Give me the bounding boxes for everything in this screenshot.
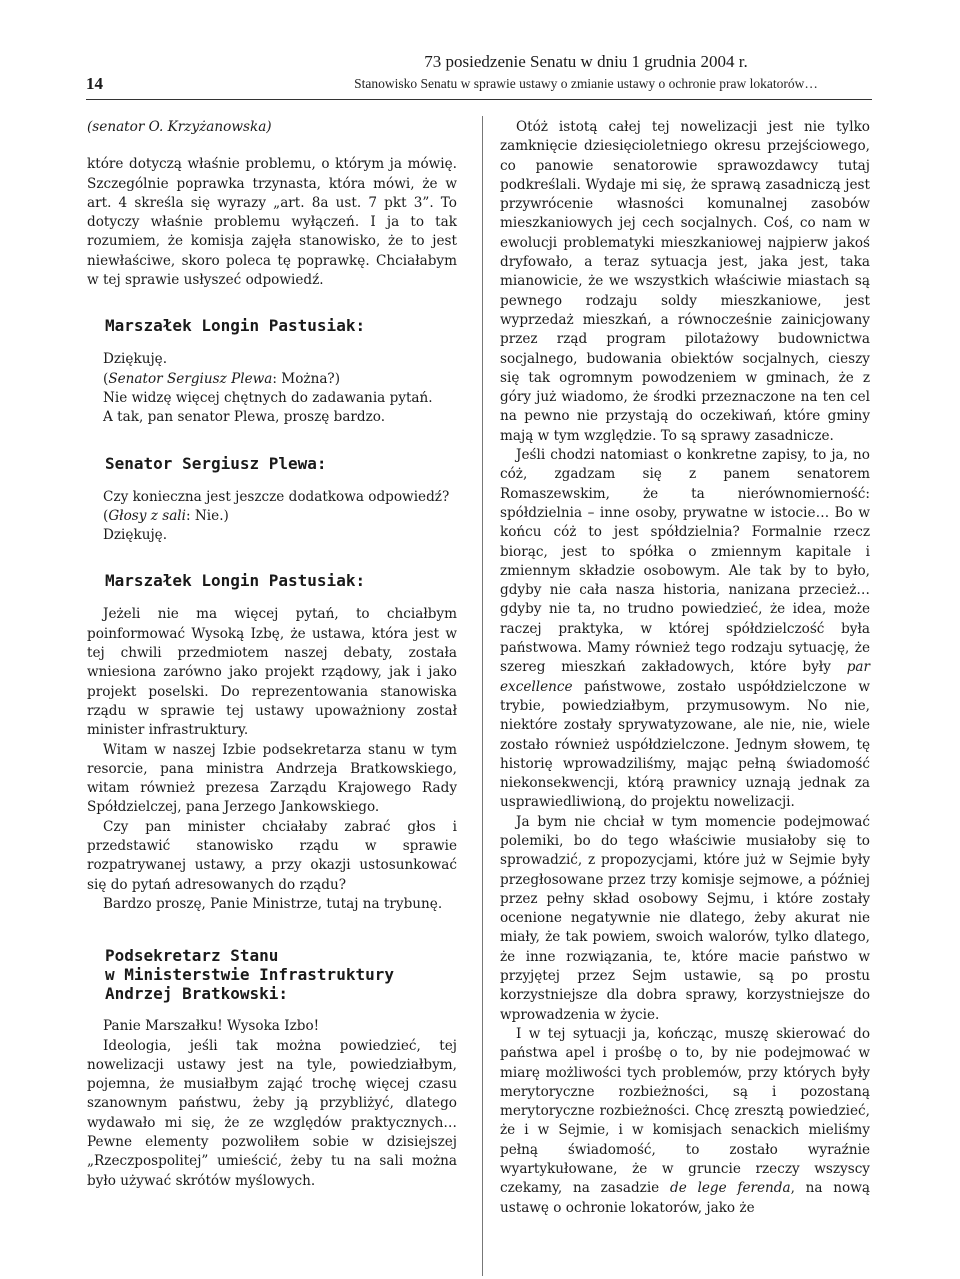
speaker-heading-minister: Podsekretarz Stanu w Ministerstwie Infrastruktury Andrzej Bratkowski: bbox=[105, 946, 394, 1004]
paragraph: Dziękuję. bbox=[103, 351, 168, 368]
speaker-heading: Marszałek Longin Pastusiak: bbox=[105, 571, 366, 591]
page-number: 14 bbox=[86, 74, 103, 93]
paragraph: Otóż istotą całej tej nowelizacji jest nie tylko zamknięcie dziesięcioletniego okresu przejściowego, co panowie senatorowie sprawozdawcy tutaj podkreślali. Wydaje mi się, że sprawą zasadniczą jest przywrócenie własności komunalnej zasobów mieszkaniowych jej cech socjalnych. Coś, co nam w ewolucji problematyki mieszkaniowej najpierw jakoś dryfowało, a teraz sytuacja jest, jaka jest, taka mianowicie, że we wszystkich właściwie miastach są pewnego rodzaju soldy mieszkaniowe, jest wyprzedaż mieszkań, a równocześnie zainicjowany przez rząd program pilotażowy budownictwa socjalnego, budowania obiektów socjalnych, cieszy się tak ogromnym powodzeniem w gminach, że z góry już wiadomo, że środki przeznaczone na ten cel na pewno nie przystają do oczekiwań, które gminy mają w tym względzie. To są sprawy zasadnicze. bbox=[500, 119, 870, 444]
paragraph: Dziękuję. bbox=[103, 527, 168, 544]
running-header-title: 73 posiedzenie Senatu w dniu 1 grudnia 2004 r. bbox=[424, 52, 748, 71]
header-rule bbox=[86, 99, 872, 100]
speaker-heading: Senator Sergiusz Plewa: bbox=[105, 453, 327, 473]
paragraph: które dotyczą właśnie problemu, o którym ja mówię. Szczególnie poprawka trzynasta, która mówi, że w art. 4 skreśla się wyrazy „art. 8a ust. 7 pkt 3”. To dotyczy właśnie problemu wyłączeń. I ja to tak rozumiem, że komisja zajęła stanowisko, że to jest niewłaściwe, skoro poleca tę poprawkę. Chciałabym w tej sprawie usłyszeć odpowiedź. bbox=[87, 156, 457, 289]
stage-direction: (Senator Sergiusz Plewa: Można?) bbox=[103, 370, 341, 387]
paragraph: Witam w naszej Izbie podsekretarza stanu w tym resorcie, pana ministra Andrzeja Bratkowskiego, witam również prezesa Zarządu Krajowego Rady Spółdzielczej, pana Jerzego Jankowskiego. bbox=[87, 741, 457, 816]
left-column bbox=[87, 118, 457, 1191]
paragraph: Ideologia, jeśli tak można powiedzieć, tej nowelizacji ustawy jest na tyle, powiedziałbym, pojemna, że musiałbym zająć trochę więcej czasu szanownym państwu, żeby ją przybliżyć, dlatego wydawało mi się, że ze względów praktycznych… Pewne elementy pozwoliłem sobie w dzisiejszej „Rzeczpospolitej” umieścić, żeby tu na sali można było używać skrótów myślowych. bbox=[87, 1037, 457, 1189]
stage-direction-senator: (senator O. Krzyżanowska) bbox=[87, 119, 272, 135]
paragraph: Nie widzę więcej chętnych do zadawania pytań. bbox=[103, 389, 433, 406]
paragraph: Panie Marszałku! Wysoka Izbo! bbox=[103, 1018, 320, 1035]
paragraph: A tak, pan senator Plewa, proszę bardzo. bbox=[103, 409, 386, 426]
running-header-subtitle: Stanowisko Senatu w sprawie ustawy o zmianie ustawy o ochronie praw lokatorów… bbox=[354, 76, 818, 91]
paragraph: Czy pan minister chciałaby zabrać głos i przedstawić stanowisko rządu w sprawie rozpatrywanej ustawy, a przy okazji ustosunkować się do pytań adresowanych do rządu? bbox=[87, 818, 457, 893]
paragraph: Czy konieczna jest jeszcze dodatkowa odpowiedź? bbox=[103, 488, 450, 505]
paragraph: I w tej sytuacji ja, kończąc, muszę skierować do państwa apel i prośbę o to, by nie podejmować w miarę możliwości tych problemów, przy których były merytoryczne rozbieżności, są i pozostaną merytoryczne rozbieżności. Chcę zresztą powiedzieć, że i w Sejmie, i w komisjach senackich mieliśmy pełną świadomość, to zostało wyraźnie wyartykułowane, że w gruncie rzeczy wszyscy czekamy, na zasadzie de lege ferenda, na nową ustawę o ochronie lokatorów, jako że bbox=[500, 1025, 870, 1216]
paragraph: Ja bym nie chciał w tym momencie podejmować polemiki, bo do tego właściwie musiałoby się to sprowadzić, z propozycjami, które już w Sejmie były przegłosowane przez trzy komisje sejmowe, a później przez pełny skład osobowy Sejmu, i które zostały ocenione negatywnie nie dlatego, żeby akurat nie miały, że tak powiem, swoich walorów, tylko dlatego, że inne rozwiązania, te, które macie państwo w przyjętej przez Sejm ustawie, są po prostu korzystniejsze dla dobra sprawy, korzystniejsze do wprowadzenia w życie. bbox=[500, 813, 870, 1023]
stage-direction: (Głosy z sali: Nie.) bbox=[103, 507, 229, 524]
paragraph: Jeśli chodzi natomiast o konkretne zapisy, to ja, no cóż, zgadzam się z panem senatorem Romaszewskim, że ta nierównomierność: spółdzielnia – inne osoby, prywatne w istocie… Bo w końcu cóż to jest spółdzielnia? Formalnie rzecz biorąc, jest to spółka o zmiennym kapitale i zmiennym składzie osobowym. Ale tak by to było, gdyby nie cała nasza historia, nanizana przecież… gdyby nie ta, no trudno powiedzieć, że idea, może raczej praktyka, w której spółdzielczość była państwowa. Mamy również tego rodzaju sytuację, że szereg mieszkań zakładowych, które były par excellence państwowe, zostało uspółdzielczone w trybie, powiedziałbym, przymusowym. No nie, niektóre zostały sprywatyzowane, ale nie, nie, wiele zostało również uspółdzielczone. Jednym słowem, tę historię wprowadziliśmy, mając pełną świadomość niekonsekwencji, którą prawnicy uznają jednak za usprawiedliwioną, do projektu nowelizacji. bbox=[500, 447, 870, 811]
column-divider bbox=[482, 116, 483, 1276]
paragraph: Jeżeli nie ma więcej pytań, to chciałbym poinformować Wysoką Izbę, że ustawa, która jest w tej chwili przedmiotem naszej debaty, została wniesiona zarówno jako projekt rządowy, jak i jako projekt poselski. Do reprezentowania stanowiska rządu w sprawie tej ustawy upoważniony został minister infrastruktury. bbox=[87, 606, 457, 739]
speaker-heading: Marszałek Longin Pastusiak: bbox=[105, 316, 366, 336]
paragraph: Bardzo proszę, Panie Ministrze, tutaj na trybunę. bbox=[103, 895, 443, 912]
right-column bbox=[500, 118, 870, 1218]
